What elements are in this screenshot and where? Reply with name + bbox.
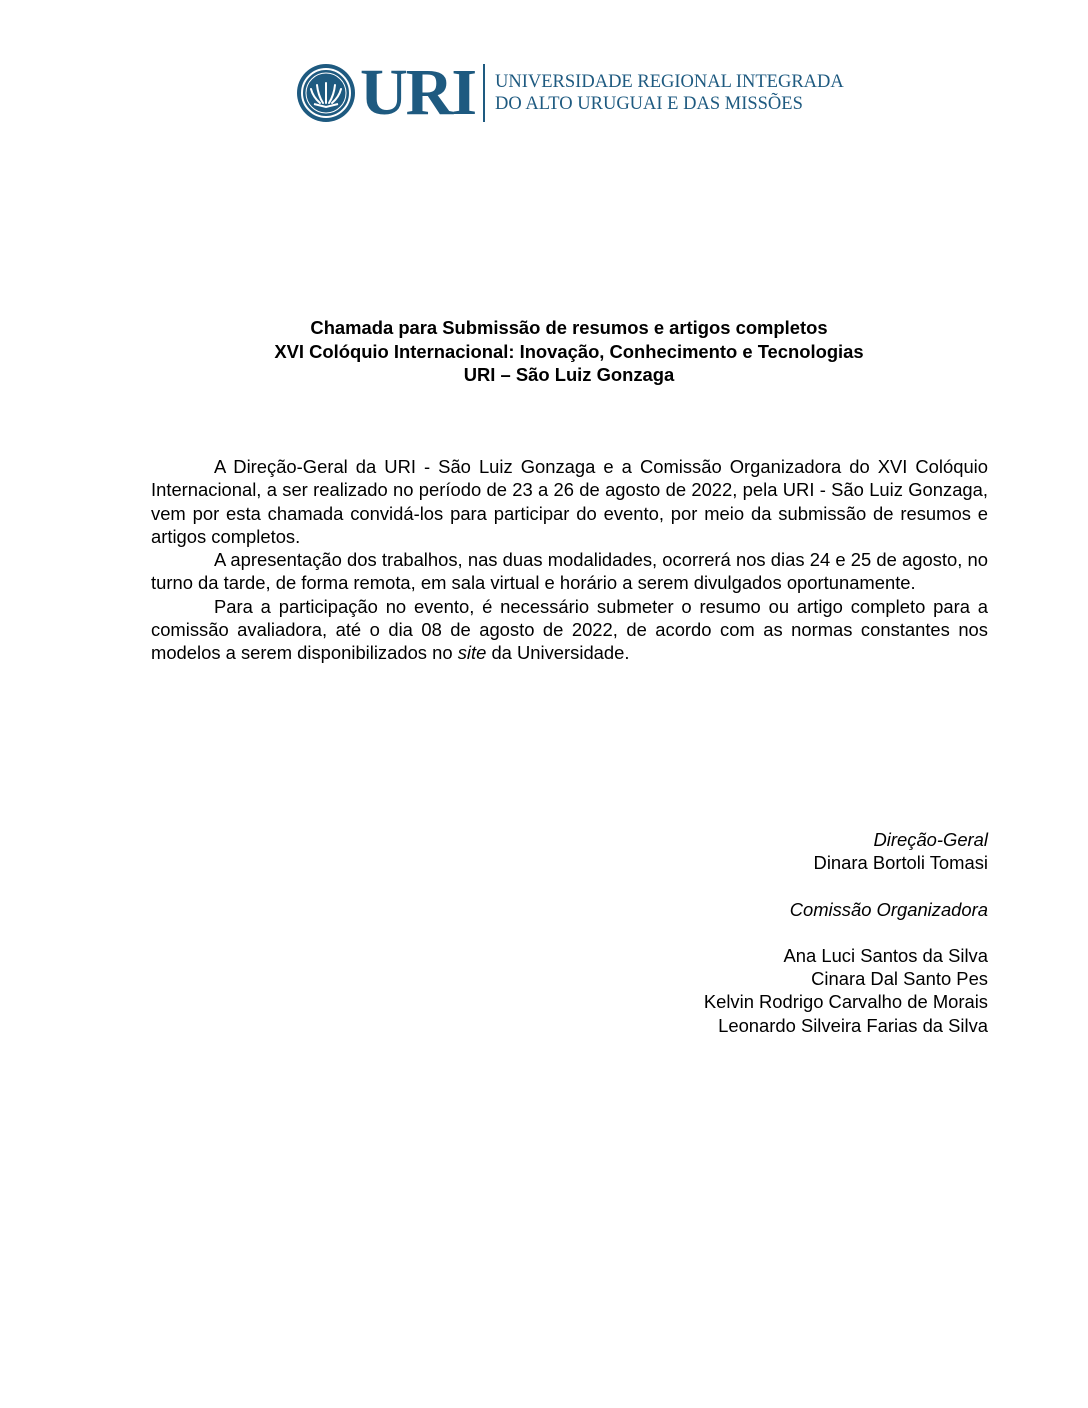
direction-role: Direção-Geral: [873, 829, 988, 850]
paragraph-3-text: Para a participação no evento, é necessário submeter o resumo ou artigo completo para a comissão avaliadora, até o dia 08 de agosto de 2022, de acordo com as normas constantes nos modelos a serem disponibilizados no: [151, 595, 988, 664]
book-seal-icon: [296, 63, 356, 123]
university-name-line1: UNIVERSIDADE REGIONAL INTEGRADA: [495, 72, 844, 92]
spacer: [704, 874, 988, 897]
body-paragraph-1: A Direção-Geral da URI - São Luiz Gonzaga e a Comissão Organizadora do XVI Colóquio Internacional, a ser realizado no período de 23 a 26 de agosto de 2022, pela URI - São Luiz Gonzaga, vem por esta chamada convidá-los para participar do evento, por meio da submissão de resumos e artigos completos.: [151, 456, 988, 547]
signature-block: [704, 828, 988, 1037]
title-line1: Chamada para Submissão de resumos e artigos completos: [310, 317, 828, 338]
body-paragraph-2: A apresentação dos trabalhos, nas duas modalidades, ocorrerá nos dias 24 e 25 de agosto, no turno da tarde, de forma remota, em sala virtual e horário a serem divulgados oportunamente.: [151, 549, 988, 594]
committee-member: Ana Luci Santos da Silva: [783, 944, 988, 966]
committee-role: Comissão Organizadora: [789, 898, 988, 920]
committee-member: Leonardo Silveira Farias da Silva: [718, 1014, 988, 1036]
direction-name: Dinara Bortoli Tomasi: [813, 852, 988, 874]
university-name: [495, 71, 844, 115]
document-title: [150, 316, 988, 387]
letterhead-divider: [483, 64, 485, 122]
spacer: [704, 921, 988, 944]
paragraph-3-end: da Universidade.: [491, 642, 630, 664]
title-line3: URI – São Luiz Gonzaga: [463, 364, 675, 385]
committee-member: Kelvin Rodrigo Carvalho de Morais: [703, 991, 988, 1013]
university-name-line2: DO ALTO URUGUAI E DAS MISSÕES: [495, 94, 803, 114]
title-line2: XVI Colóquio Internacional: Inovação, Conhecimento e Tecnologias: [274, 340, 864, 362]
committee-member: Cinara Dal Santo Pes: [811, 968, 988, 990]
paragraph-3-site: site: [457, 642, 487, 664]
letterhead: [296, 56, 844, 129]
document-body: [151, 455, 988, 665]
uri-logo-wordmark: URI: [360, 56, 476, 129]
body-paragraph-3: [151, 595, 988, 665]
